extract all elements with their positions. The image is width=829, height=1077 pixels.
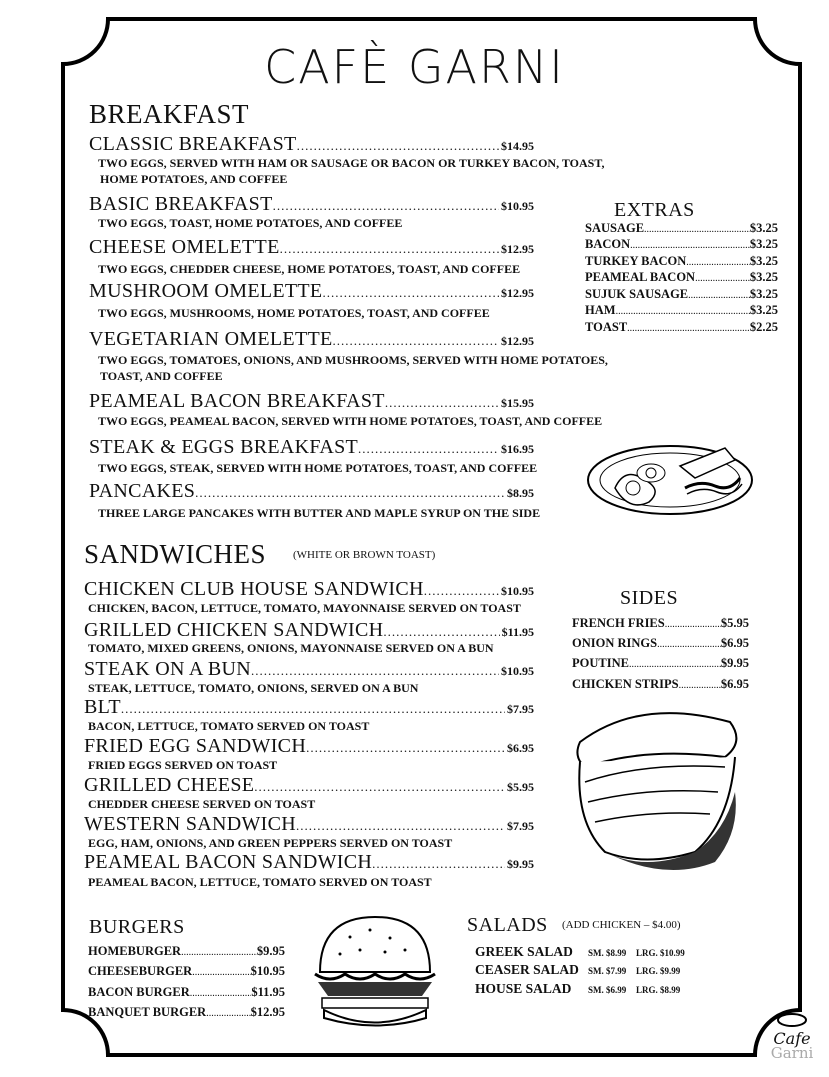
description-line: PEAMEAL BACON, LETTUCE, TOMATO SERVED ON TOAST [88,875,432,889]
menu-item-row [84,696,534,719]
menu-item-row [572,616,749,631]
menu-item-name: PEAMEAL BACON [585,270,696,284]
description-line-2: HOME POTATOES, AND COFFEE [100,172,288,186]
menu-item-price: $10.95 [501,584,534,598]
menu-item-row [84,735,534,758]
salads-heading: SALADS [467,914,548,936]
description-line: TWO EGGS, TOMATOES, ONIONS, AND MUSHROOMS, SERVED WITH HOME POTATOES, [98,353,608,367]
menu-item-price: $3.25 [749,270,778,284]
menu-item-price: $10.95 [501,664,534,678]
menu-item-row [89,236,534,259]
menu-item-name: STEAK & EGGS BREAKFAST [89,436,359,458]
menu-item-name: BLT [84,696,121,718]
description-line: FRIED EGGS SERVED ON TOAST [88,758,278,772]
salad-large-price: LRG. $8.99 [636,985,681,995]
menu-item-price: $11.95 [251,985,285,999]
leader-dots [190,988,252,999]
leader-dots [424,583,499,599]
breakfast-heading: BREAKFAST [89,99,250,129]
menu-item-price: $8.95 [507,486,534,500]
menu-item-name: GRILLED CHICKEN SANDWICH [84,619,384,641]
leader-dots [254,779,505,795]
menu-item-name: BANQUET BURGER [88,1005,207,1019]
leader-dots [385,395,499,411]
menu-item-name: CHEESE OMELETTE [89,236,280,258]
leader-dots [695,273,750,284]
menu-item-price: $15.95 [501,396,534,410]
menu-item-name: STEAK ON A BUN [84,658,251,680]
menu-item-price: $3.25 [749,237,778,251]
menu-item-row [84,658,534,681]
menu-item-price: $16.95 [501,442,534,456]
burgers-heading: BURGERS [89,916,185,938]
menu-item-row [89,436,534,459]
salad-name: HOUSE SALAD [475,981,572,996]
menu-item-row [88,964,285,979]
description-line-2: TOAST, AND COFFEE [100,369,223,383]
sandwich-illustration [570,702,755,877]
menu-item-name: WESTERN SANDWICH [84,813,297,835]
menu-item-name: VEGETARIAN OMELETTE [89,328,333,350]
menu-item-name: HOMEBURGER [88,944,182,958]
menu-item-name: SAUSAGE [585,221,645,235]
menu-item-name: CLASSIC BREAKFAST [89,133,297,155]
leader-dots [181,947,257,958]
leader-dots [358,441,499,457]
menu-item-price: $9.95 [256,944,285,958]
menu-item-row [585,221,778,236]
menu-item-row [89,193,534,216]
menu-item-description [88,600,688,616]
menu-item-row [89,390,534,413]
logo-line-2: Garni [770,1044,814,1062]
cafe-garni-logo [762,1010,822,1062]
salad-small-price: SM. $6.99 [588,985,627,995]
menu-item-price: $5.95 [720,616,749,630]
description-line: TWO EGGS, MUSHROOMS, HOME POTATOES, TOAST, AND COFFEE [98,306,490,320]
description-line: TOMATO, MIXED GREENS, ONIONS, MAYONNAISE SERVED ON A BUN [88,641,494,655]
menu-item-name: BASIC BREAKFAST [89,193,273,215]
menu-item-price: $12.95 [250,1005,285,1019]
leader-dots [644,224,750,235]
menu-item-name: BACON BURGER [88,985,190,999]
leader-dots [273,198,499,214]
menu-item-row [585,303,778,318]
menu-item-name: TOAST [585,320,628,334]
menu-item-name: MUSHROOM OMELETTE [89,280,323,302]
menu-item-row [84,774,534,797]
menu-item-price: $9.95 [507,857,534,871]
menu-item-row [585,254,778,269]
burger-illustration [310,912,440,1030]
leader-dots [629,659,721,670]
menu-item-row [572,636,749,651]
menu-item-description [98,413,698,429]
menu-item-row [585,237,778,252]
leader-dots [657,639,721,650]
menu-item-description [98,352,698,384]
description-line: CHICKEN, BACON, LETTUCE, TOMATO, MAYONNAISE SERVED ON TOAST [88,601,521,615]
salad-name: GREEK SALAD [475,944,573,959]
menu-item-price: $5.95 [507,780,534,794]
menu-item-name: HAM [585,303,616,317]
menu-item-row [585,270,778,285]
leader-dots [206,1008,250,1019]
menu-item-price: $3.25 [749,303,778,317]
menu-item-name: GRILLED CHEESE [84,774,255,796]
menu-item-price: $6.95 [720,636,749,650]
description-line: TWO EGGS, TOAST, HOME POTATOES, AND COFFEE [98,216,403,230]
menu-item-name: ONION RINGS [572,636,658,650]
leader-dots [383,624,499,640]
menu-item-name: CHICKEN CLUB HOUSE SANDWICH [84,578,424,600]
menu-item-name: FRENCH FRIES [572,616,665,630]
salad-large-price: LRG. $9.99 [636,966,681,976]
description-line: TWO EGGS, PEAMEAL BACON, SERVED WITH HOME POTATOES, TOAST, AND COFFEE [98,414,603,428]
page-title: CAFÈ GARNI [264,40,565,94]
menu-item-row [88,985,285,1000]
menu-item-row [572,677,749,692]
leader-dots [616,306,750,317]
leader-dots [630,240,750,251]
menu-item-price: $12.95 [501,334,534,348]
menu-item-name: TURKEY BACON [585,254,687,268]
description-line: STEAK, LETTUCE, TOMATO, ONIONS, SERVED ON A BUN [88,681,419,695]
menu-item-description [98,155,698,187]
breakfast-plate-illustration [585,438,755,518]
menu-item-price: $6.95 [720,677,749,691]
menu-item-row [89,328,534,351]
menu-item-price: $3.25 [749,287,778,301]
leader-dots [686,257,750,268]
menu-item-name: POUTINE [572,656,629,670]
salads-note: (ADD CHICKEN – $4.00) [562,919,681,931]
description-line: CHEDDER CHEESE SERVED ON TOAST [88,797,316,811]
sandwiches-heading: SANDWICHES [84,539,267,569]
menu-item-price: $3.25 [749,221,778,235]
salad-large-price: LRG. $10.99 [636,948,685,958]
menu-item-price: $7.95 [507,819,534,833]
leader-dots [306,740,505,756]
menu-item-row [84,851,534,874]
description-line: TWO EGGS, CHEDDER CHEESE, HOME POTATOES, TOAST, AND COFFEE [98,262,521,276]
leader-dots [251,663,499,679]
leader-dots [280,241,499,257]
menu-item-row [89,480,534,503]
menu-item-name: FRIED EGG SANDWICH [84,735,307,757]
description-line: TWO EGGS, SERVED WITH HAM OR SAUSAGE OR BACON OR TURKEY BACON, TOAST, [98,156,605,170]
menu-item-row [89,280,534,303]
menu-item-name: SUJUK SAUSAGE [585,287,689,301]
menu-item-price: $6.95 [507,741,534,755]
menu-item-name: BACON [585,237,631,251]
menu-item-price: $9.95 [720,656,749,670]
leader-dots [192,967,250,978]
leader-dots [322,285,499,301]
menu-item-row [84,813,534,836]
salad-small-price: SM. $8.99 [588,948,627,958]
logo-swirl-icon [772,1010,812,1030]
menu-item-row [84,578,534,601]
menu-item-name: PEAMEAL BACON SANDWICH [84,851,373,873]
leader-dots [627,323,750,334]
menu-item-name: PANCAKES [89,480,196,502]
sandwiches-note: (WHITE OR BROWN TOAST) [293,549,436,561]
logo-line-1: Cafe [773,1029,811,1048]
leader-dots [688,290,750,301]
leader-dots [665,619,721,630]
description-line: EGG, HAM, ONIONS, AND GREEN PEPPERS SERVED ON TOAST [88,836,453,850]
menu-item-price: $10.95 [250,964,285,978]
menu-item-price: $14.95 [501,139,534,153]
menu-item-row [84,619,534,642]
menu-item-row [89,133,534,156]
menu-item-price: $7.95 [507,702,534,716]
extras-heading: EXTRAS [614,199,695,221]
leader-dots [296,818,505,834]
leader-dots [297,138,499,154]
menu-item-price: $12.95 [501,242,534,256]
menu-item-row [572,656,749,671]
menu-item-price: $3.25 [749,254,778,268]
description-line: TWO EGGS, STEAK, SERVED WITH HOME POTATOES, TOAST, AND COFFEE [98,461,538,475]
menu-item-row [585,320,778,335]
menu-item-name: CHICKEN STRIPS [572,677,679,691]
menu-item-name: PEAMEAL BACON BREAKFAST [89,390,385,412]
leader-dots [121,701,505,717]
menu-item-row [88,944,285,959]
salad-small-price: SM. $7.99 [588,966,627,976]
leader-dots [333,333,500,349]
leader-dots [679,680,721,691]
menu-item-name: CHEESEBURGER [88,964,193,978]
menu-item-row [585,287,778,302]
sides-heading: SIDES [620,587,679,609]
leader-dots [372,856,505,872]
menu-item-price: $12.95 [501,286,534,300]
salad-name: CEASER SALAD [475,962,579,977]
description-line: THREE LARGE PANCAKES WITH BUTTER AND MAPLE SYRUP ON THE SIDE [98,506,541,520]
menu-item-price: $10.95 [501,199,534,213]
menu-item-price: $11.95 [501,625,534,639]
leader-dots [195,485,505,501]
menu-item-row [88,1005,285,1020]
menu-item-price: $2.25 [749,320,778,334]
description-line: BACON, LETTUCE, TOMATO SERVED ON TOAST [88,719,370,733]
